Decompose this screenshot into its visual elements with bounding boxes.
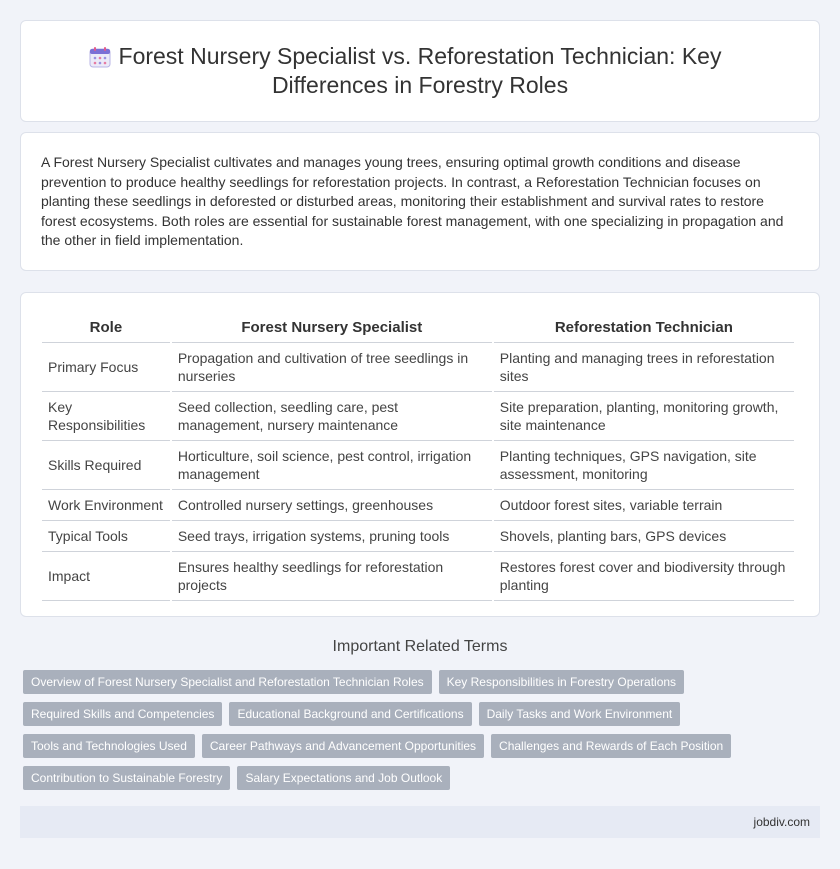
nursery-cell: Controlled nursery settings, greenhouses — [172, 490, 492, 521]
table-row — [42, 552, 794, 601]
reforestation-cell: Outdoor forest sites, variable terrain — [494, 490, 794, 521]
page-title: Forest Nursery Specialist vs. Reforestation Technician: Key Differences in Forestry Roles — [118, 43, 722, 98]
reforestation-cell: Restores forest cover and biodiversity through planting — [494, 552, 794, 601]
header-role: Role — [42, 311, 170, 343]
row-label: Primary Focus — [42, 343, 170, 392]
nursery-cell: Propagation and cultivation of tree seedlings in nurseries — [172, 343, 492, 392]
summary-text: A Forest Nursery Specialist cultivates and manages young trees, ensuring optimal growth conditions and disease prevention to produce healthy seedlings for reforestation projects. In contrast, a Reforestation Technician focuses on planting these seedlings in deforested or disturbed areas, monitoring their establishment and survival rates to restore forest ecosystems. Both roles are essential for sustainable forest management, with one specializing in propagation and the other in field implementation. — [41, 154, 784, 249]
reforestation-cell: Planting and managing trees in reforestation sites — [494, 343, 794, 392]
term-tag[interactable]: Educational Background and Certifications — [229, 702, 471, 726]
nursery-cell: Ensures healthy seedlings for reforestation projects — [172, 552, 492, 601]
nursery-cell: Horticulture, soil science, pest control, irrigation management — [172, 441, 492, 490]
row-label: Work Environment — [42, 490, 170, 521]
term-tag[interactable]: Daily Tasks and Work Environment — [479, 702, 681, 726]
comparison-table — [40, 311, 796, 601]
title-card — [20, 20, 820, 122]
term-tag[interactable]: Career Pathways and Advancement Opportunities — [202, 734, 484, 758]
term-tag[interactable]: Contribution to Sustainable Forestry — [23, 766, 230, 790]
table-row — [42, 521, 794, 552]
term-tag[interactable]: Challenges and Rewards of Each Position — [491, 734, 731, 758]
table-header-row — [42, 311, 794, 343]
summary-card — [20, 132, 820, 271]
header-reforestation-technician: Reforestation Technician — [494, 311, 794, 343]
related-terms-heading: Important Related Terms — [332, 638, 508, 655]
reforestation-cell: Planting techniques, GPS navigation, site assessment, monitoring — [494, 441, 794, 490]
header-forest-nursery-specialist: Forest Nursery Specialist — [172, 311, 492, 343]
table-row — [42, 343, 794, 392]
table-row — [42, 490, 794, 521]
comparison-table-card — [20, 292, 820, 617]
related-terms-list — [23, 670, 783, 790]
term-tag[interactable]: Required Skills and Competencies — [23, 702, 222, 726]
term-tag[interactable]: Tools and Technologies Used — [23, 734, 195, 758]
footer — [20, 806, 820, 838]
table-row — [42, 392, 794, 441]
footer-site-link[interactable]: jobdiv.com — [753, 815, 810, 829]
row-label: Key Responsibilities — [42, 392, 170, 441]
row-label: Impact — [42, 552, 170, 601]
row-label: Typical Tools — [42, 521, 170, 552]
reforestation-cell: Site preparation, planting, monitoring growth, site maintenance — [494, 392, 794, 441]
term-tag[interactable]: Key Responsibilities in Forestry Operations — [439, 670, 684, 694]
reforestation-cell: Shovels, planting bars, GPS devices — [494, 521, 794, 552]
term-tag[interactable]: Salary Expectations and Job Outlook — [237, 766, 450, 790]
table-row — [42, 441, 794, 490]
nursery-cell: Seed trays, irrigation systems, pruning tools — [172, 521, 492, 552]
row-label: Skills Required — [42, 441, 170, 490]
nursery-cell: Seed collection, seedling care, pest management, nursery maintenance — [172, 392, 492, 441]
term-tag[interactable]: Overview of Forest Nursery Specialist and Reforestation Technician Roles — [23, 670, 432, 694]
